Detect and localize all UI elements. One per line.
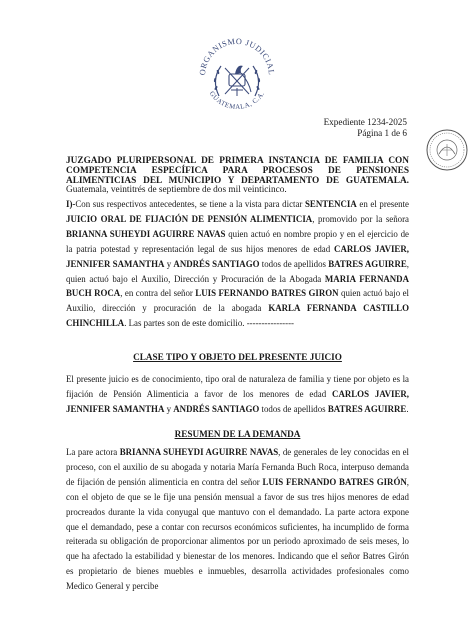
judicial-emblem-icon	[191, 30, 283, 122]
text-run: .	[406, 403, 409, 414]
text-run: El presente juicio es de conocimiento, tipo oral de naturaleza de familia y tiene por objeto es la fijación de Pensión Alimenticia a favor de los menores de edad	[66, 374, 409, 399]
section2-paragraph	[66, 445, 409, 594]
text-run: todos de apellidos	[259, 403, 328, 414]
bold-run: JUICIO ORAL DE FIJACIÓN DE PENSIÓN ALIMENTICIA	[66, 213, 313, 224]
bold-run: KARLA FERNANDA CASTILLO CHINCHILLA	[66, 303, 409, 329]
section1-paragraph	[66, 372, 409, 417]
bold-run: BATRES AGUIRRE	[328, 258, 407, 269]
text-run: , quien actuó bajo el Auxilio, Dirección y Procuración de la Abogada	[66, 258, 410, 284]
bold-run: CARLOS JAVIER, JENNIFER SAMANTHA	[66, 243, 409, 269]
expediente-number: Expediente 1234-2025	[323, 117, 407, 127]
logo-top-text: ORGANISMO JUDICIAL	[197, 36, 277, 76]
text-run: quien actuó en nombre propio y en el ejercicio de la patria potestad y representación legal de sus hijos menores de edad	[66, 228, 409, 254]
bold-run: BRIANNA SUHEYDI AGUIRRE NAVAS	[119, 447, 279, 457]
page-number: Página 1 de 6	[357, 128, 407, 138]
roman-numeral: I)-	[66, 199, 76, 209]
court-seal	[425, 128, 469, 172]
text-run: , con el objeto de que se le fije una pensión mensual a favor de sus tres hijos menores de edad procreados durante la vida conyugal que mantuvo con el demandado. La parte actora expone que el demandado, pese a contar con recursos económicos suficientes, ha incumplido de forma reiterada su obligación de proporcionar alimentos por un periodo aproximado de seis meses, lo que ha afectado la estabilidad y bienestar de los menores. Indicando que el señor Batres Girón es propietario de bienes muebles e inmuebles, desarrolla actividades profesionales como Medico General y percibe	[66, 476, 409, 592]
bold-run: SENTENCIA	[305, 199, 357, 209]
text-run: , de generales de ley conocidas en el proceso, con el auxilio de su abogada y notaria María Fernanda Buch Roca, interpuso demanda de fijación de pensión alimenticia en contra del señor	[66, 447, 410, 487]
bold-run: LUIS FERNANDO BATRES GIRÓN	[262, 476, 407, 487]
date-line: Guatemala, veintitrés de septiembre de dos mil veinticinco.	[66, 185, 287, 196]
bold-run: ANDRÉS SANTIAGO	[173, 258, 260, 269]
text-run: y	[164, 403, 174, 414]
text-run: Con sus respectivos antecedentes, se tiene a la vista para dictar	[75, 199, 305, 209]
bold-run: CARLOS JAVIER, JENNIFER SAMANTHA	[66, 388, 409, 414]
text-run: quien actuó bajo el Auxilio, dirección y procuración de la abogada	[66, 288, 409, 314]
seal-stamp-icon	[425, 128, 469, 172]
logo-bottom-text: GUATEMALA, C.A.	[207, 90, 267, 111]
bold-run: BATRES AGUIRRE	[327, 403, 407, 414]
bold-run: MARIA FERNANDA BUCH ROCA	[66, 273, 409, 299]
text-run: y	[164, 258, 174, 269]
text-run: , en contra del señor	[120, 288, 196, 299]
court-title-block	[66, 157, 409, 196]
bold-run: BRIANNA SUHEYDI AGUIRRE NAVAS	[66, 228, 226, 239]
court-name: JUZGADO PLURIPERSONAL DE PRIMERA INSTANCIA DE FAMILIA CON COMPETENCIA ESPECÍFICA PARA PROCESOS DE PENSIONES ALIMENTICIAS DEL MUNICIPIO Y DEPARTAMENTO DE GUATEMALA.	[66, 156, 409, 186]
text-run: , promovido por la señora	[312, 213, 409, 224]
section-heading-clase-tipo: CLASE TIPO Y OBJETO DEL PRESENTE JUICIO	[133, 352, 342, 362]
organismo-judicial-logo	[191, 30, 283, 122]
bold-run: ANDRÉS SANTIAGO	[173, 403, 260, 414]
text-run: en el presente	[356, 199, 409, 209]
text-run: La pare actora	[66, 447, 120, 457]
text-run: . Las partes son de este domicilio. ----------------	[124, 318, 294, 329]
intro-paragraph	[66, 197, 409, 331]
text-run: todos de apellidos	[259, 258, 329, 269]
bold-run: LUIS FERNANDO BATRES GIRON	[195, 288, 339, 299]
section-heading-resumen: RESUMEN DE LA DEMANDA	[174, 429, 301, 439]
